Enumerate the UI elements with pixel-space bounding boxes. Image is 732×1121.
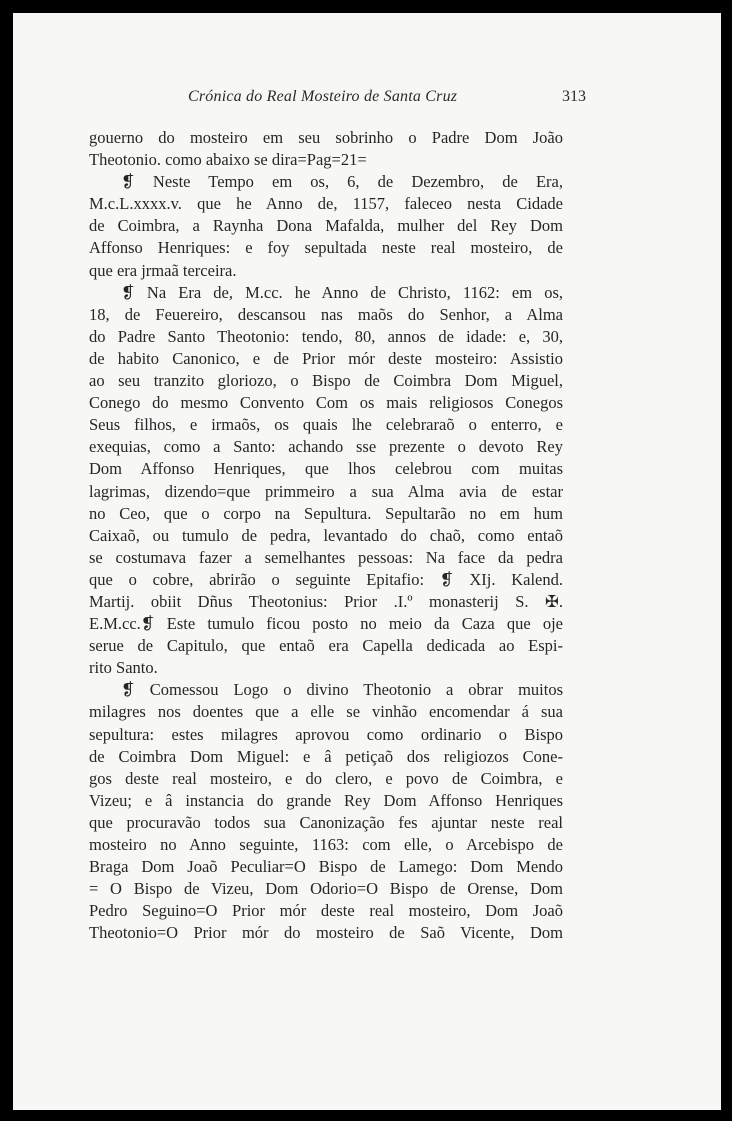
text-line: Affonso Henriques: e foy sepultada neste real mosteiro, de: [89, 238, 563, 258]
text-line: ❡ Na Era de, M.cc. he Anno de Christo, 1162: em os,: [121, 282, 563, 302]
text-line: 18, de Feuereiro, descansou nas maõs do Senhor, a Alma: [89, 304, 563, 324]
text-line: no Ceo, que o corpo na Sepultura. Sepultarão no em hum: [89, 503, 563, 523]
text-line: Theotonio=O Prior mór do mosteiro de Saõ Vicente, Dom: [89, 923, 563, 943]
page-number: 313: [562, 88, 586, 105]
text-line: ❡ Comessou Logo o divino Theotonio a obrar muitos: [121, 680, 563, 700]
text-line: Conego do mesmo Convento Com os mais religiosos Conegos: [89, 393, 563, 413]
running-title: Crónica do Real Mosteiro de Santa Cruz: [188, 88, 458, 105]
text-line: Caixaõ, ou tumulo de pedra, levantado do chaõ, como entaõ: [89, 525, 563, 545]
text-line: = O Bispo de Vizeu, Dom Odorio=O Bispo de Orense, Dom: [89, 879, 563, 899]
body-text: [89, 127, 563, 944]
text-line: Braga Dom Joaõ Peculiar=O Bispo de Lamego: Dom Mendo: [89, 857, 563, 877]
text-line: se costumava fazer a semelhantes pessoas: Na face da pedra: [89, 547, 563, 567]
text-line: Theotonio. como abaixo se dira=Pag=21=: [89, 150, 367, 170]
text-line: Martij. obiit Dñus Theotonius: Prior .I.º monasterij S. ✠.: [89, 591, 563, 611]
text-line: mosteiro no Anno seguinte, 1163: com elle, o Arcebispo de: [89, 835, 563, 854]
text-line: serue de Capitulo, que entaõ era Capella dedicada ao Espi-: [89, 636, 563, 656]
text-line: que procuravão todos sua Canonização fes ajuntar neste real: [89, 812, 563, 832]
document-page: [13, 13, 721, 1110]
text-line: milagres nos doentes que a elle se vinhão encomendar á sua: [89, 702, 563, 722]
page-header: [88, 88, 586, 114]
text-line: do Padre Santo Theotonio: tendo, 80, annos de idade: e, 30,: [89, 326, 563, 346]
text-line: exequias, como a Santo: achando sse prezente o devoto Rey: [89, 437, 563, 457]
text-line: Dom Affonso Henriques, que lhos celebrou com muitas: [89, 459, 563, 479]
text-line: E.M.cc.❡ Este tumulo ficou posto no meio da Caza que oje: [89, 614, 563, 634]
text-line: Seus filhos, e irmaõs, os quais lhe celebraraõ o enterro, e: [89, 415, 563, 435]
text-line: de habito Canonico, e de Prior mór deste mosteiro: Assistio: [89, 348, 563, 368]
text-line: lagrimas, dizendo=que primmeiro a sua Alma avia de estar: [89, 481, 563, 501]
text-line: M.c.L.xxxx.v. que he Anno de, 1157, faleceo nesta Cidade: [89, 194, 563, 214]
text-line: ao seu tranzito gloriozo, o Bispo de Coimbra Dom Miguel,: [89, 371, 563, 391]
text-line: sepultura: estes milagres aprovou como ordinario o Bispo: [89, 724, 563, 744]
text-line: Pedro Seguino=O Prior mór deste real mosteiro, Dom Joaõ: [89, 901, 563, 921]
text-line: que era jrmaã terceira.: [89, 260, 237, 280]
text-line: de Coimbra Dom Miguel: e â petiçaõ dos religiozos Cone-: [89, 746, 563, 766]
text-line: ❡ Neste Tempo em os, 6, de Dezembro, de Era,: [121, 172, 563, 192]
text-line: Vizeu; e â instancia do grande Rey Dom Affonso Henriques: [89, 790, 563, 810]
text-line: de Coimbra, a Raynha Dona Mafalda, mulher del Rey Dom: [89, 216, 563, 236]
text-line: gouerno do mosteiro em seu sobrinho o Padre Dom João: [89, 128, 563, 147]
text-line: rito Santo.: [89, 658, 158, 678]
text-line: que o cobre, abrirão o seguinte Epitafio: ❡ XIj. Kalend.: [89, 569, 563, 589]
text-line: gos deste real mosteiro, e do clero, e povo de Coimbra, e: [89, 768, 563, 788]
